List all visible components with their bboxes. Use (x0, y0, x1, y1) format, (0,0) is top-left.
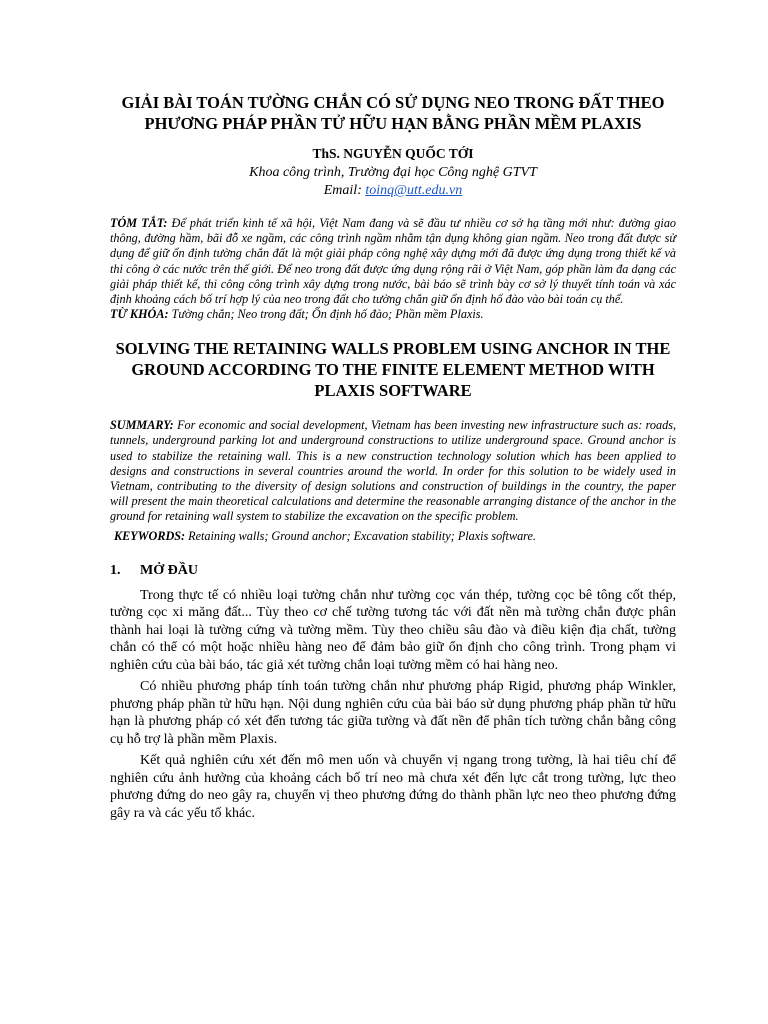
keywords-en-text: Retaining walls; Ground anchor; Excavation stability; Plaxis software. (188, 528, 536, 543)
abstract-text: Để phát triển kinh tế xã hội, Việt Nam đang và sẽ đầu tư nhiều cơ sở hạ tầng mới như: đường giao thông, đường hầm, bãi đỗ xe ngầm, các công trình ngầm nhằm tận dụng không gian ngầm. Neo trong đất được sử dụng để giữ ổn định tường chắn đất là một giải pháp công nghệ xây dựng mới đã được ứng dụng trong thiết kế và thi công ở các nước trên thế giới. Để neo trong đất được ứng dụng rộng rãi ở Việt Nam, góp phần làm đa dạng các giải pháp thiết kế, thi công công trình xây dựng trong nước, bài báo sẽ trình bày cơ sở lý thuyết tính toán và xác định khoảng cách bố trí hợp lý của neo trong đất cho tường chắn giữ ổn định hố đào vào bài toán cụ thể. (110, 216, 677, 307)
title-english: SOLVING THE RETAINING WALLS PROBLEM USING ANCHOR IN THE GROUND ACCORDING TO THE FINITE ELEMENT METHOD WITH PLAXIS SOFTWARE (115, 339, 671, 401)
abstract-label: TÓM TẮT: (110, 216, 168, 230)
author-name: ThS. NGUYỄN QUỐC TỚI (312, 146, 474, 161)
email-label: Email: (323, 183, 362, 198)
keywords-label: TỪ KHÓA: (110, 307, 169, 322)
section-title: MỞ ĐẦU (140, 562, 198, 578)
section-number: 1. (110, 562, 121, 578)
email-link[interactable]: toinq@utt.edu.vn (365, 183, 463, 198)
keywords-text: Tường chắn; Neo trong đất; Ổn định hố đào; Phần mềm Plaxis. (171, 307, 484, 322)
section-heading-introduction (110, 563, 676, 579)
summary-label: SUMMARY: (110, 418, 174, 433)
keywords-vietnamese (110, 307, 676, 322)
title-vietnamese: GIẢI BÀI TOÁN TƯỜNG CHẮN CÓ SỬ DỤNG NEO TRONG ĐẤT THEO PHƯƠNG PHÁP PHẦN TỬ HỮU HẠN BẰNG PHẦN MỀM PLAXIS (121, 93, 665, 133)
author-email-line (110, 183, 676, 199)
body-paragraph: Có nhiều phương pháp tính toán tường chắn như phương pháp Rigid, phương pháp Winkler, phương pháp phần tử hữu hạn. Nội dung nghiên cứu của bài báo sử dụng phương pháp phần tử hữu hạn là phương pháp có xét đến tương tác giữa tường và đất nền để phân tích tường chắn bằng công cụ hỗ trợ là phần mềm Plaxis. (110, 679, 676, 747)
keywords-english (110, 529, 676, 544)
keywords-en-label: KEYWORDS: (114, 528, 186, 543)
body-paragraph: Kết quả nghiên cứu xét đến mô men uốn và chuyển vị ngang trong tường, là hai tiêu chí để nghiên cứu ảnh hưởng của khoảng cách bố trí neo mà chưa xét đến lực cắt trong tường, lực theo phương đứng do neo gây ra, chuyển vị theo phương đứng do thành phần lực neo theo phương đứng gây ra và các yếu tố khác. (110, 753, 676, 821)
abstract-vietnamese (110, 216, 676, 307)
summary-text: For economic and social development, Vietnam has been investing new infrastructure such as: roads, tunnels, underground parking lot and underground constructions to utilize underground space. Ground anchor is used to stabilize the retaining wall. This is a new construction technology solution which has been applied to designs and constructions in several countries around the world. In order for this solution to be widely used in Vietnam, contributing to the diversity of design solutions and construction of buildings in the country, the paper will present the main theoretical calculations and determine the reasonable arranging distance of the anchor in the ground for retaining wall system to stabilize the excavation on the specific problem. (110, 418, 677, 524)
author-affiliation: Khoa công trình, Trường đại học Công nghệ GTVT (249, 165, 537, 180)
summary-english (110, 418, 676, 524)
paper-content (110, 92, 676, 822)
body-paragraph: Trong thực tế có nhiều loại tường chắn như tường cọc ván thép, tường cọc bê tông cốt thép, tường cọc xi măng đất... Tùy theo cơ chế tường tương tác với đất nền mà tường chắn được phân thành hai loại là tường cứng và tường mềm. Tùy theo chiều sâu đào và điều kiện địa chất, tường chắn có thể có một hoặc nhiều hàng neo để đảm bảo giữ ổn định cho công trình. Trong phạm vi nghiên cứu của bài báo, tác giả xét tường chắn loại tường mềm có hai hàng neo. (110, 587, 676, 673)
